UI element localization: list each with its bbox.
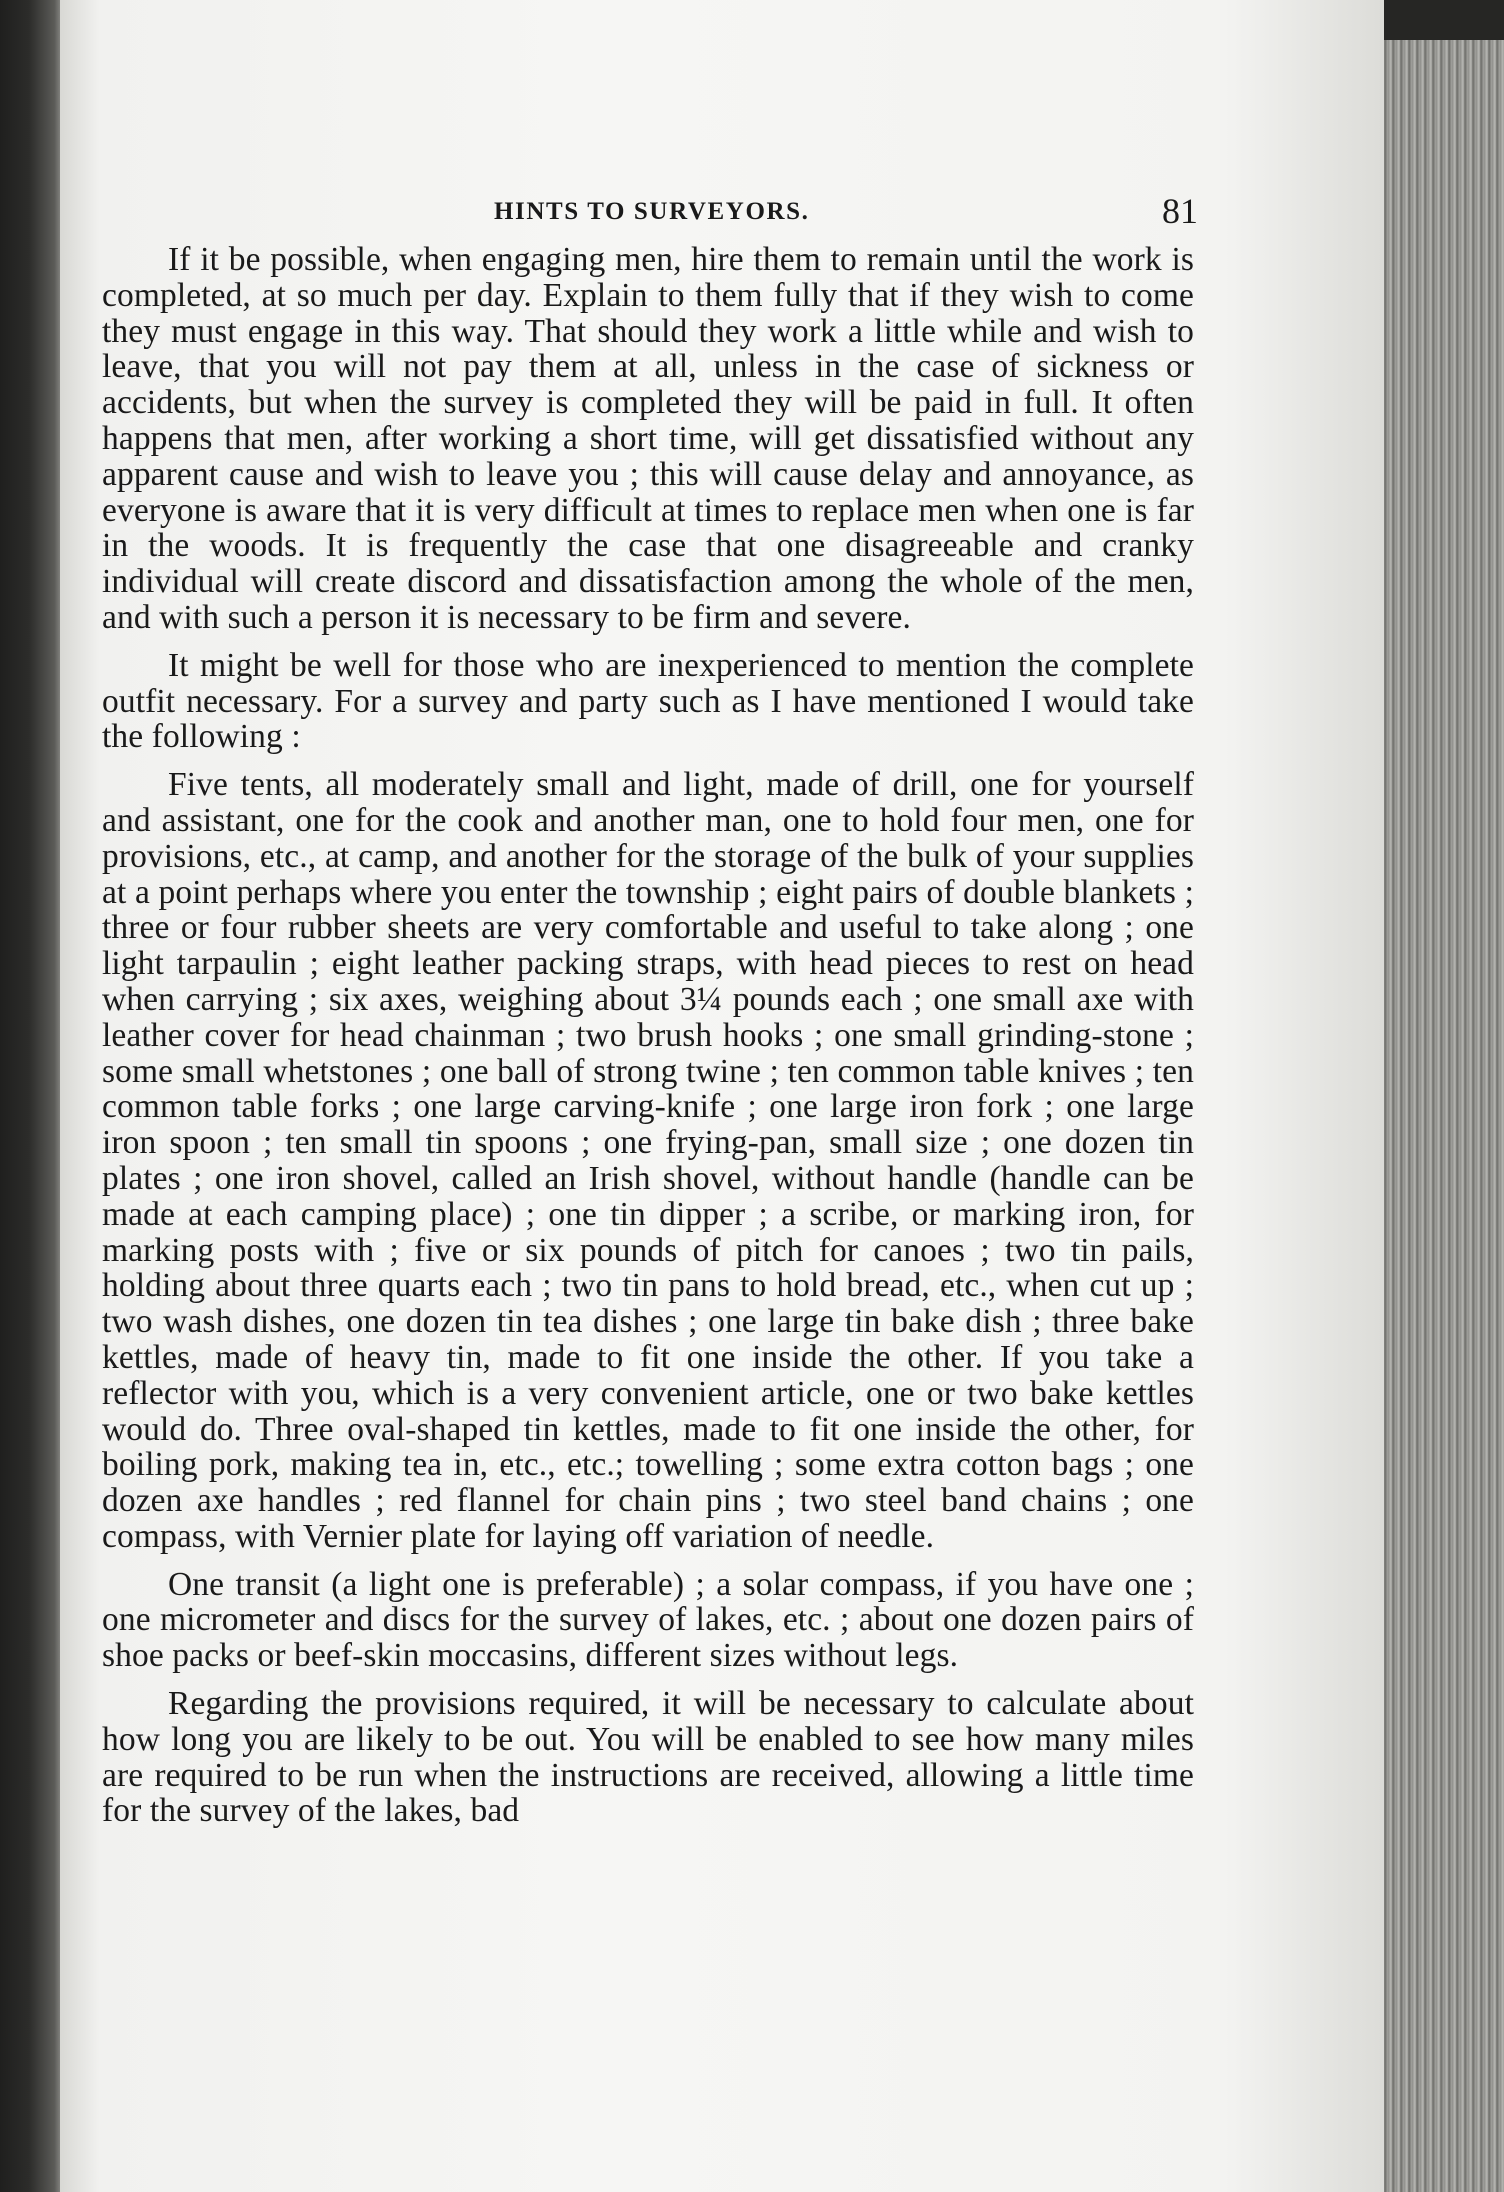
paragraph-instruments: One transit (a light one is preferable) ; a solar compass, if you have one ; one micrometer and discs for the survey of lakes, etc. ; about one dozen pairs of shoe packs or beef-skin moccasins, different sizes without legs.: [102, 1565, 1194, 1675]
paragraph-hiring-men: If it be possible, when engaging men, hire them to remain until the work is completed, at so much per day. Explain to them fully that if they wish to come they must engage in this way. That should they work a little while and wish to leave, that you will not pay them at all, unless in the case of sickness or accidents, but when the survey is completed they will be paid in full. It often happens that men, after working a short time, will get dissatisfied without any apparent cause and wish to leave you ; this will cause delay and annoyance, as everyone is aware that it is very difficult at times to replace men when one is far in the woods. It is frequently the case that one disagreeable and cranky individual will create discord and dissatisfaction among the whole of the men, and with such a person it is necessary to be firm and severe.: [102, 241, 1194, 636]
book-page-edges: [1380, 40, 1504, 2192]
running-title: HINTS TO SURVEYORS.: [494, 198, 810, 225]
scan-dark-margin: [0, 0, 64, 2192]
running-head: [102, 180, 1198, 242]
page-text-block: [102, 180, 1198, 1841]
paragraph-outfit-intro: It might be well for those who are inexperienced to mention the complete outfit necessary. For a survey and party such as I have mentioned I would take the following :: [102, 646, 1194, 756]
scan-top-shadow: [1380, 0, 1504, 44]
page-number: 81: [1162, 191, 1198, 231]
paragraph-outfit-list: Five tents, all moderately small and light, made of drill, one for yourself and assistant, one for the cook and another man, one to hold four men, one for provisions, etc., at camp, and another for the storage of the bulk of your supplies at a point perhaps where you enter the township ; eight pairs of double blankets ; three or four rubber sheets are very comfortable and useful to take along ; one light tarpaulin ; eight leather packing straps, with head pieces to rest on head when carrying ; six axes, weighing about 3¼ pounds each ; one small axe with leather cover for head chainman ; two brush hooks ; one small grinding-stone ; some small whetstones ; one ball of strong twine ; ten common table knives ; ten common table forks ; one large carving-knife ; one large iron fork ; one large iron spoon ; ten small tin spoons ; one frying-pan, small size ; one dozen tin plates ; one iron shovel, called an Irish shovel, without handle (handle can be made at each camping place) ; one tin dipper ; a scribe, or marking iron, for marking posts with ; five or six pounds of pitch for canoes ; two tin pails, holding about three quarts each ; two tin pans to hold bread, etc., when cut up ; two wash dishes, one dozen tin tea dishes ; one large tin bake dish ; three bake kettles, made of heavy tin, made to fit one inside the other. If you take a reflector with you, which is a very convenient article, one or two bake kettles would do. Three oval-shaped tin kettles, made to fit one inside the other, for boiling pork, making tea in, etc., etc.; towelling ; some extra cotton bags ; one dozen axe handles ; red flannel for chain pins ; two steel band chains ; one compass, with Vernier plate for laying off variation of needle.: [102, 766, 1194, 1555]
paragraph-provisions: Regarding the provisions required, it will be necessary to calculate about how long you are likely to be out. You will be enabled to see how many miles are required to be run when the instructions are received, allowing a little time for the survey of the lakes, bad: [102, 1685, 1194, 1830]
